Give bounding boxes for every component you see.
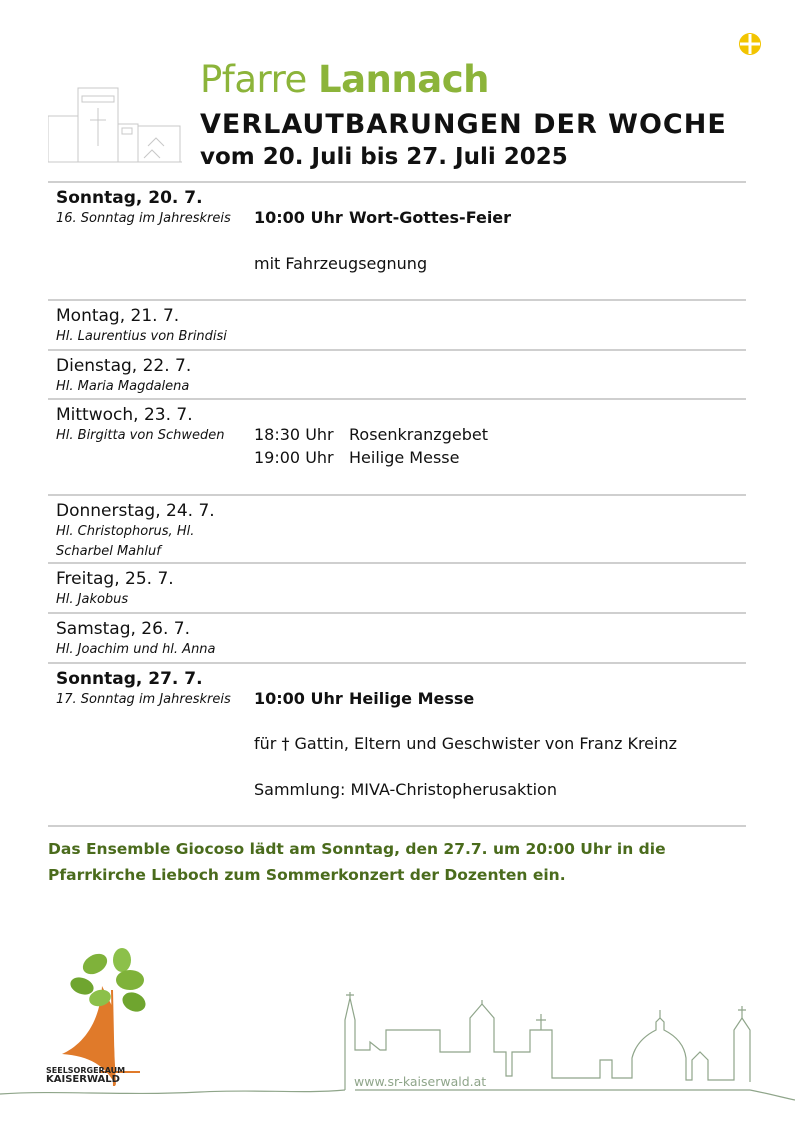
day-saint: Hl. Birgitta von Schweden [56, 428, 225, 443]
day-name: Mittwoch, 23. 7. [56, 405, 193, 425]
day-name: Donnerstag, 24. 7. [56, 501, 215, 521]
day-row-saturday [48, 614, 746, 664]
day-row-sunday-20 [48, 183, 746, 301]
event-time: 10:00 Uhr [254, 208, 343, 227]
weekly-schedule [48, 181, 746, 827]
day-name: Samstag, 26. 7. [56, 619, 190, 639]
day-name: Dienstag, 22. 7. [56, 356, 192, 376]
day-saint: Hl. Joachim und hl. Anna [56, 642, 216, 657]
day-saint: Hl. Maria Magdalena [56, 379, 190, 394]
event-title: Heilige Messe [349, 448, 460, 467]
header [200, 58, 760, 172]
day-row-wednesday [48, 400, 746, 496]
page-title: VERLAUTBARUNGEN DER WOCHE [200, 109, 727, 140]
date-range: vom 20. Juli bis 27. Juli 2025 [200, 144, 568, 170]
parish-name: Lannach [318, 58, 489, 101]
event-title: Heilige Messe [349, 689, 475, 708]
event-item [254, 688, 474, 710]
day-saint: 17. Sonntag im Jahreskreis [56, 692, 231, 707]
website-link[interactable]: www.sr-kaiserwald.at [354, 1074, 487, 1089]
parish-title [200, 58, 760, 102]
brand-line2: KAISERWALD [46, 1074, 120, 1085]
day-row-thursday [48, 496, 746, 564]
event-item [254, 447, 459, 469]
brand-line1: SEELSORGERAUM [46, 1066, 126, 1075]
day-name: Montag, 21. 7. [56, 306, 180, 326]
event-title: Wort-Gottes-Feier [349, 208, 512, 227]
day-name: Freitag, 25. 7. [56, 569, 174, 589]
event-item [254, 207, 511, 229]
day-saint: 16. Sonntag im Jahreskreis [56, 211, 231, 226]
diocese-cross-icon [738, 32, 762, 56]
event-title: Rosenkranzgebet [349, 425, 488, 444]
event-time: 19:00 Uhr [254, 448, 334, 467]
day-name: Sonntag, 20. 7. [56, 188, 203, 208]
day-row-tuesday [48, 351, 746, 400]
event-note: mit Fahrzeugsegnung [254, 254, 428, 273]
event-time: 10:00 Uhr [254, 689, 343, 708]
town-skyline-icon [0, 990, 795, 1110]
day-saint: Hl. Laurentius von Brindisi [56, 329, 227, 344]
day-row-friday [48, 564, 746, 614]
day-row-monday [48, 301, 746, 351]
day-saint: Hl. Jakobus [56, 592, 129, 607]
day-row-sunday-27 [48, 664, 746, 827]
event-item [254, 424, 488, 446]
event-time: 18:30 Uhr [254, 425, 334, 444]
event-note: für † Gattin, Eltern und Geschwister von Franz Kreinz [254, 734, 677, 753]
day-name: Sonntag, 27. 7. [56, 669, 203, 689]
day-saint: Hl. Christophorus, Hl. Scharbel Mahluf [56, 524, 195, 559]
event-note: Sammlung: MIVA-Christopherusaktion [254, 780, 557, 799]
concert-notice: Das Ensemble Giocoso lädt am Sonntag, den 27.7. um 20:00 Uhr in die Pfarrkirche Lieboch zum Sommerkonzert der Dozenten ein. [48, 840, 666, 884]
church-sketch-icon [48, 86, 182, 164]
parish-lead: Pfarre [200, 58, 307, 101]
